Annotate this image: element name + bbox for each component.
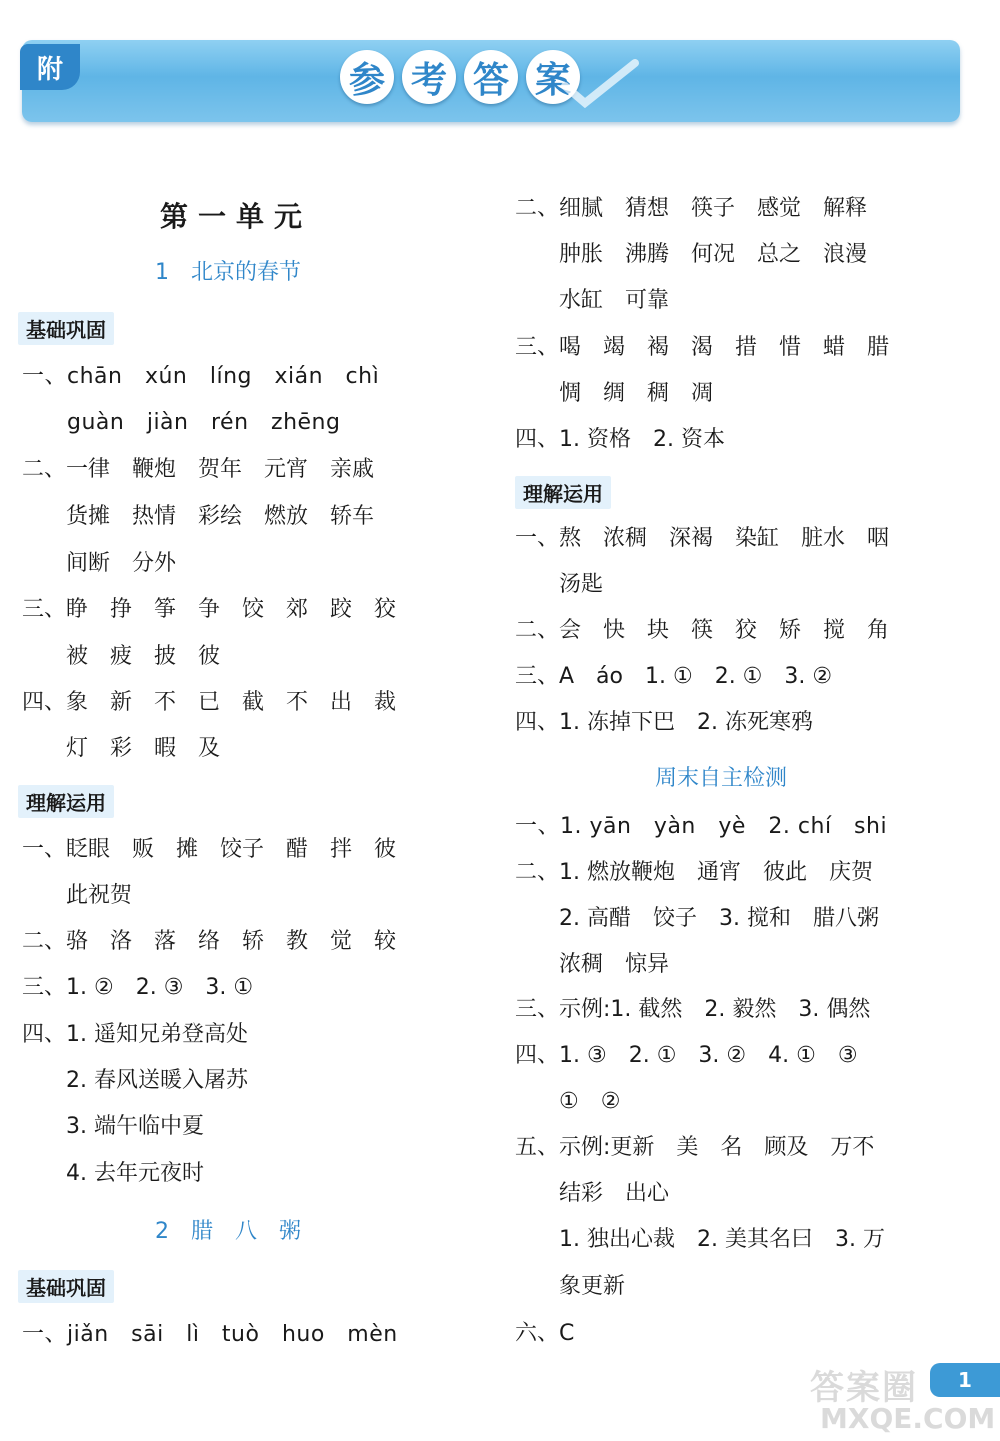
title-char: 考 <box>402 50 456 104</box>
answer-line: 一、熬 浓稠 深褐 染缸 脏水 咽 <box>515 526 890 551</box>
title-char: 参 <box>340 50 394 104</box>
answer-line: 二、会 快 块 筷 狡 矫 搅 角 <box>515 618 890 643</box>
answer-line: 四、1. 冻掉下巴 2. 冻死寒鸦 <box>515 710 813 735</box>
watermark-url: MXQE.COM <box>820 1402 996 1435</box>
answer-line: 二、骆 洛 落 络 轿 教 觉 较 <box>22 929 397 954</box>
answer-line: 灯 彩 暇 及 <box>22 736 221 761</box>
answer-line: 三、1. ② 2. ③ 3. ① <box>22 975 254 1000</box>
answer-line: 象更新 <box>515 1274 626 1299</box>
answer-line: 四、1. 资格 2. 资本 <box>515 427 725 452</box>
lesson-2-title: 2 腊 八 粥 <box>155 1219 301 1244</box>
answer-line: 一、jiǎn sāi lì tuò huo mèn <box>22 1322 398 1347</box>
answer-line: 货摊 热情 彩绘 燃放 轿车 <box>22 504 375 529</box>
unit-title: 第一单元 <box>160 200 313 233</box>
answer-line: 1. 独出心裁 2. 美其名曰 3. 万 <box>515 1227 885 1252</box>
title-char: 答 <box>464 50 518 104</box>
answer-line: guàn jiàn rén zhēng <box>22 410 341 435</box>
page-title <box>340 50 580 114</box>
answer-line: 二、1. 燃放鞭炮 通宵 彼此 庆贺 <box>515 860 873 885</box>
answer-line: 肿胀 沸腾 何况 总之 浪漫 <box>515 242 868 267</box>
answer-line: 三、喝 竭 褐 渴 措 惜 蜡 腊 <box>515 335 890 360</box>
answer-line: 浓稠 惊异 <box>515 952 670 977</box>
watermark-logo: 答案圈 <box>810 1368 918 1408</box>
answer-line: 五、示例:更新 美 名 顾及 万不 <box>515 1135 875 1160</box>
answer-line: 汤匙 <box>515 572 604 597</box>
answer-line: 一、chān xún líng xián chì <box>22 364 380 389</box>
answer-line: 三、示例:1. 截然 2. 毅然 3. 偶然 <box>515 997 871 1022</box>
page-number: 1 <box>930 1363 1000 1397</box>
answer-line: 4. 去年元夜时 <box>22 1161 204 1186</box>
section-apply: 理解运用 <box>515 476 611 509</box>
section-basic: 基础巩固 <box>18 312 114 345</box>
answer-line: 一、1. yān yàn yè 2. chí shi <box>515 814 888 839</box>
answer-line: 六、C <box>515 1321 575 1346</box>
answer-line: 水缸 可靠 <box>515 288 670 313</box>
answer-line: 三、A áo 1. ① 2. ① 3. ② <box>515 664 833 689</box>
answer-line: 被 疲 披 彼 <box>22 644 221 669</box>
answer-line: 2. 高醋 饺子 3. 搅和 腊八粥 <box>515 906 879 931</box>
answer-line: 间断 分外 <box>22 551 177 576</box>
appendix-tab: 附 <box>20 44 80 90</box>
answer-line: 四、1. ③ 2. ① 3. ② 4. ① ③ <box>515 1043 858 1068</box>
section-basic: 基础巩固 <box>18 1270 114 1303</box>
answer-line: 此祝贺 <box>22 883 133 908</box>
section-apply: 理解运用 <box>18 785 114 818</box>
title-char: 案 <box>526 50 580 104</box>
answer-line: 2. 春风送暖入屠苏 <box>22 1068 248 1093</box>
answer-line: 一、眨眼 贩 摊 饺子 醋 拌 彼 <box>22 837 397 862</box>
lesson-1-title: 1 北京的春节 <box>155 260 301 285</box>
answer-line: 四、象 新 不 已 截 不 出 裁 <box>22 690 397 715</box>
checkmark-icon <box>560 58 640 108</box>
answer-line: 四、1. 遥知兄弟登高处 <box>22 1022 248 1047</box>
weekend-test-title: 周末自主检测 <box>655 766 788 791</box>
answer-line: 结彩 出心 <box>515 1181 670 1206</box>
answer-line: 二、细腻 猜想 筷子 感觉 解释 <box>515 196 868 221</box>
answer-line: ① ② <box>515 1089 621 1114</box>
answer-line: 惆 绸 稠 凋 <box>515 381 714 406</box>
answer-line: 3. 端午临中夏 <box>22 1114 204 1139</box>
answer-line: 三、睁 挣 筝 争 饺 郊 跤 狡 <box>22 597 397 622</box>
answer-line: 二、一律 鞭炮 贺年 元宵 亲戚 <box>22 457 375 482</box>
